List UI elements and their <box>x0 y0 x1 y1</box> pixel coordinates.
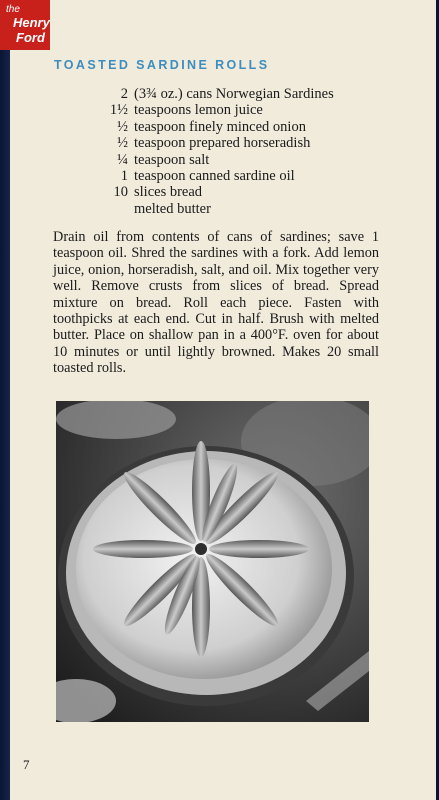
ingredient-text: teaspoon finely minced onion <box>134 118 306 135</box>
logo-line-2: Henry <box>13 15 50 30</box>
ingredient-qty <box>100 201 134 217</box>
ingredient-qty: 2 <box>120 86 128 102</box>
ingredient-text: melted butter <box>134 200 211 217</box>
sardine-dish-photo <box>56 401 369 722</box>
recipe-title: TOASTED SARDINE ROLLS <box>54 58 270 72</box>
book-spine <box>0 0 10 800</box>
ingredient-qty: ¼ <box>117 151 128 168</box>
ingredient-text: slices bread <box>134 184 203 201</box>
ingredient-row <box>100 102 334 118</box>
ingredient-qty: 1 <box>120 167 128 184</box>
ingredient-row <box>100 86 334 102</box>
henry-ford-logo <box>0 0 50 50</box>
page-number: 7 <box>23 757 30 772</box>
ingredient-text: teaspoon prepared horseradish <box>134 135 311 152</box>
ingredient-row <box>100 119 334 135</box>
ingredient-row <box>100 201 334 217</box>
sardine-arrangement <box>93 441 309 657</box>
logo-line-1: the <box>6 4 20 15</box>
ingredient-qty: ½ <box>117 135 128 152</box>
ingredient-qty: 10 <box>113 184 128 201</box>
ingredient-row <box>100 135 334 151</box>
recipe-page <box>10 0 436 800</box>
ingredient-row <box>100 152 334 168</box>
logo-line-3: Ford <box>16 30 45 45</box>
ingredient-text: (3¾ oz.) cans Norwegian Sardines <box>134 86 334 102</box>
ingredient-text: teaspoons lemon juice <box>134 102 263 119</box>
ingredient-text: teaspoon salt <box>134 151 210 168</box>
ingredient-row <box>100 184 334 200</box>
ingredient-list <box>100 86 334 217</box>
photo-illustration <box>56 401 369 722</box>
ingredient-qty: 1½ <box>109 102 128 119</box>
recipe-directions: Drain oil from contents of cans of sardines; save 1 teaspoon oil. Shred the sardines with a fork. Add lemon juice, onion, horseradish, salt, and oil. Mix together very well. Remove crusts from slices of bread. Spread mixture on bread. Roll each piece. Fasten with toothpicks at each end. Cut in half. Brush with melted butter. Place on shallow pan in a 400°F. oven for about 10 minutes or until lightly browned. Makes 20 small toasted rolls. <box>53 229 379 377</box>
ingredient-text: teaspoon canned sardine oil <box>134 167 295 184</box>
ingredient-qty: ½ <box>117 118 128 135</box>
ingredient-row <box>100 168 334 184</box>
